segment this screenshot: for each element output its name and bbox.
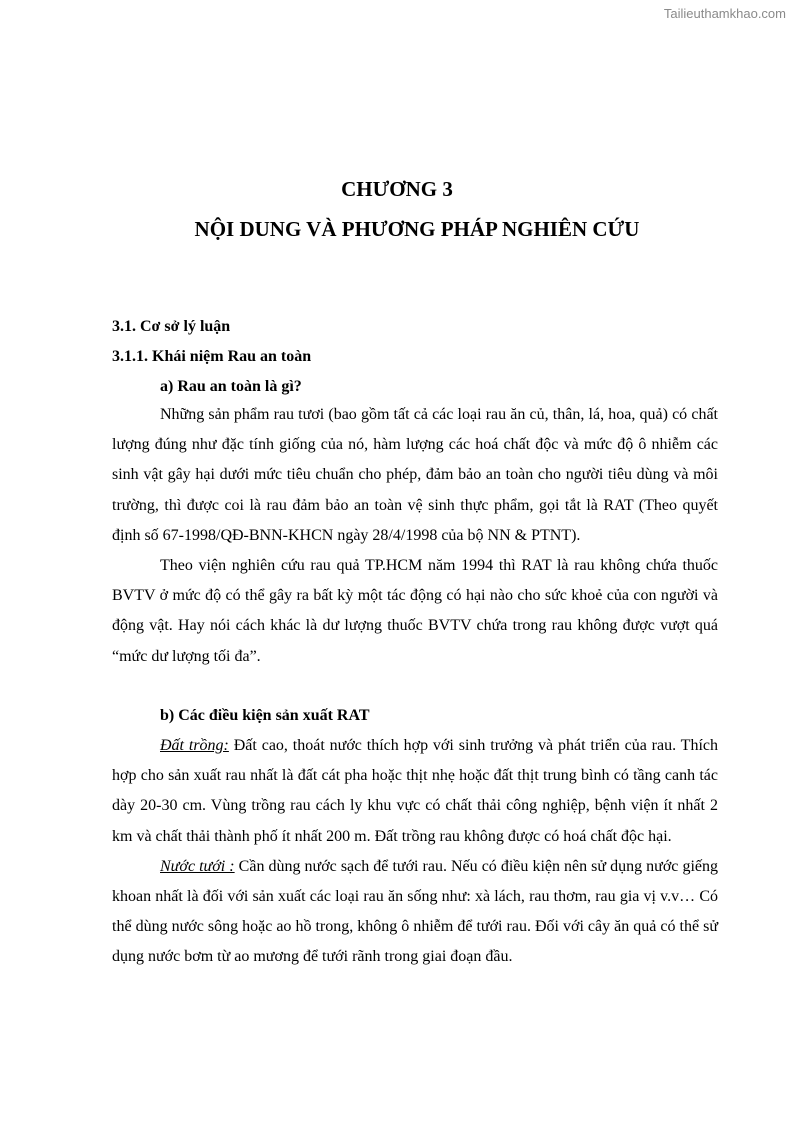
section-heading-3-1-1: 3.1.1. Khái niệm Rau an toàn (112, 348, 312, 365)
water-text: Cần dùng nước sạch để tưới rau. Nếu có điều kiện nên sử dụng nước giếng khoan nhất là đối với sản xuất các loại rau ăn sống như: xà lách, rau thơm, rau gia vị v.v… Có thể dùng nước sông hoặc ao hồ trong, không ô nhiễm để tưới rau. Đối với cây ăn quả có thể sử dụng nước bơm từ ao mương để tưới rãnh trong giai đoạn đầu. (112, 857, 718, 966)
paragraph-rat-definition: Những sản phẩm rau tươi (bao gồm tất cả các loại rau ăn củ, thân, lá, hoa, quả) có chất lượng đúng như đặc tính giống của nó, hàm lượng các hoá chất độc và mức độ ô nhiễm các sinh vật gây hại dưới mức tiêu chuẩn cho phép, đảm bảo an toàn cho người tiêu dùng và môi trường, thì được coi là rau đảm bảo an toàn vệ sinh thực phẩm, gọi tắt là RAT (Theo quyết định số 67-1998/QĐ-BNN-KHCN ngày 28/4/1998 của bộ NN & PTNT). (112, 406, 718, 544)
paragraph-rat-hcm-definition: Theo viện nghiên cứu rau quả TP.HCM năm 1994 thì RAT là rau không chứa thuốc BVTV ở mức độ có thể gây ra bất kỳ một tác động có hại nào cho sức khoẻ của con người và động vật. Hay nói cách khác là dư lượng thuốc BVTV chứa trong rau không được vượt quá “mức dư lượng tối đa”. (112, 557, 718, 665)
subheading-a: a) Rau an toàn là gì? (160, 378, 302, 395)
body-block-2 (112, 731, 718, 973)
paragraph-water (112, 852, 718, 973)
water-label: Nước tưới : (160, 857, 235, 875)
chapter-title: NỘI DUNG VÀ PHƯƠNG PHÁP NGHIÊN CỨU (194, 217, 640, 241)
watermark: Tailieuthamkhao.com (663, 6, 786, 21)
soil-label: Đất trồng: (160, 737, 229, 754)
subheading-b: b) Các điều kiện sản xuất RAT (160, 707, 370, 724)
paragraph-soil (112, 731, 718, 852)
soil-text: Đất cao, thoát nước thích hợp với sinh trưởng và phát triển của rau. Thích hợp cho sản xuất rau nhất là đất cát pha hoặc thịt nhẹ hoặc đất thịt trung bình có tầng canh tác dày 20-30 cm. Vùng trồng rau cách ly khu vực có chất thải công nghiệp, bệnh viện ít nhất 2 km và chất thải thành phố ít nhất 200 m. Đất trồng rau không được có hoá chất độc hại. (112, 737, 718, 845)
chapter-number: CHƯƠNG 3 (341, 177, 453, 201)
section-heading-3-1: 3.1. Cơ sở lý luận (112, 318, 231, 335)
body-block-1 (112, 400, 718, 672)
